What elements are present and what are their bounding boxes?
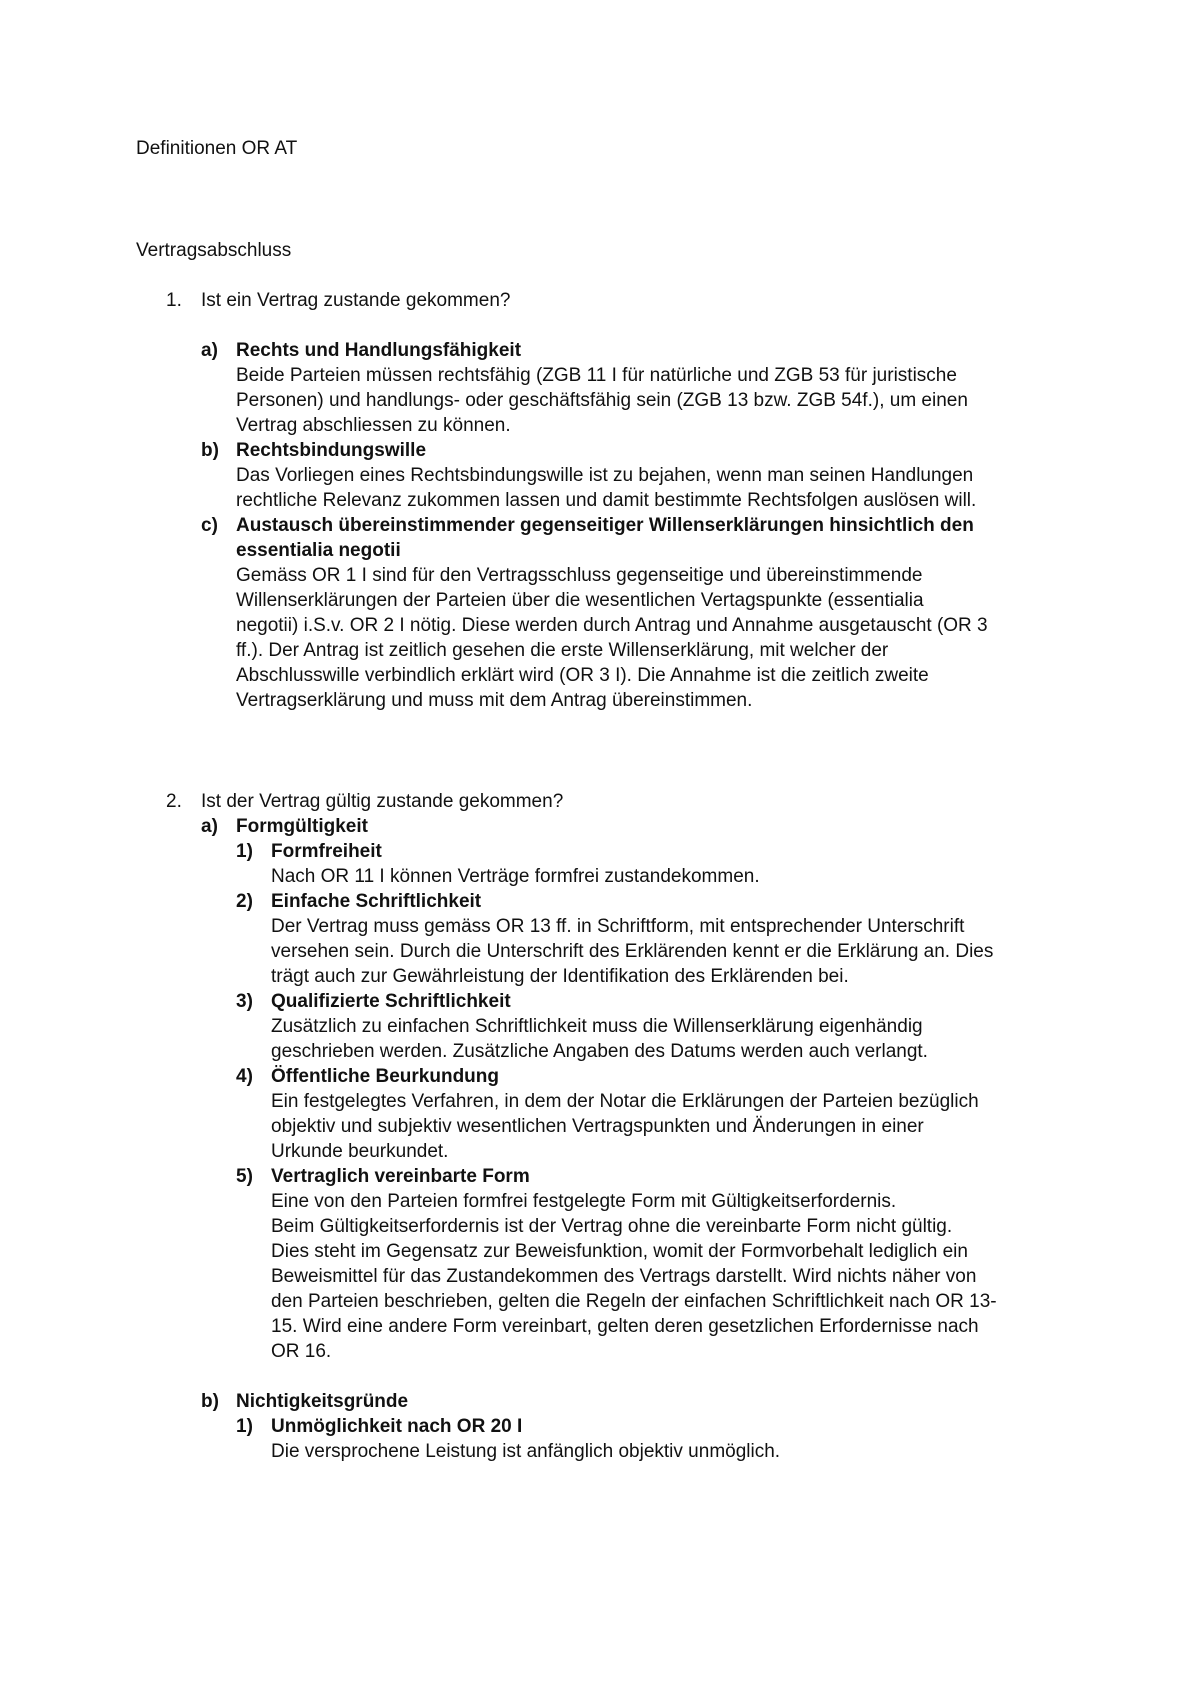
form-item-text-line: Nach OR 11 I können Verträge formfrei zustandekommen. — [271, 866, 760, 887]
form-item-text-line: Zusätzlich zu einfachen Schriftlichkeit muss die Willenserklärung eigenhändig — [271, 1016, 923, 1037]
nullity-item-marker: 1) — [236, 1416, 253, 1437]
form-item-marker: 3) — [236, 991, 253, 1012]
form-item-text-line: 15. Wird eine andere Form vereinbart, gelten deren gesetzlichen Erfordernisse nach — [271, 1316, 979, 1337]
q1-b-text-line: Das Vorliegen eines Rechtsbindungswille ist zu bejahen, wenn man seinen Handlungen — [236, 465, 974, 486]
form-item-text-line: Ein festgelegtes Verfahren, in dem der Notar die Erklärungen der Parteien bezüglich — [271, 1091, 979, 1112]
document-title: Definitionen OR AT — [136, 138, 298, 159]
form-item-text-line: Dies steht im Gegensatz zur Beweisfunktion, womit der Formvorbehalt lediglich ein — [271, 1241, 968, 1262]
form-item-text-line: versehen sein. Durch die Unterschrift des Erklärenden kennt er die Erklärung an. Dies — [271, 941, 994, 962]
q2-b-heading: Nichtigkeitsgründe — [236, 1391, 409, 1412]
q2-number: 2. — [166, 791, 182, 812]
form-item-text-line: Urkunde beurkundet. — [271, 1141, 449, 1162]
form-item-text-line: OR 16. — [271, 1341, 332, 1362]
form-item-text-line: Eine von den Parteien formfrei festgelegte Form mit Gültigkeitserfordernis. — [271, 1191, 897, 1212]
form-item-marker: 4) — [236, 1066, 253, 1087]
form-item-text-line: Der Vertrag muss gemäss OR 13 ff. in Schriftform, mit entsprechender Unterschrift — [271, 916, 965, 937]
form-item-marker: 1) — [236, 841, 253, 862]
nullity-item-text-line: Die versprochene Leistung ist anfänglich objektiv unmöglich. — [271, 1441, 781, 1462]
form-item-text-line: trägt auch zur Gewährleistung der Identifikation des Erklärenden bei. — [271, 966, 849, 987]
q1-a-heading: Rechts und Handlungsfähigkeit — [236, 340, 522, 361]
q1-title: Ist ein Vertrag zustande gekommen? — [201, 290, 511, 311]
q1-b-heading: Rechtsbindungswille — [236, 440, 427, 461]
form-item-text-line: objektiv und subjektiv wesentlichen Vertragspunkten und Änderungen in einer — [271, 1116, 924, 1137]
q1-c-heading-line: Austausch übereinstimmender gegenseitiger Willenserklärungen hinsichtlich den — [236, 515, 974, 536]
nullity-item-heading: Unmöglichkeit nach OR 20 I — [271, 1416, 523, 1437]
q1-b-text-line: rechtliche Relevanz zukommen lassen und damit bestimmte Rechtsfolgen auslösen will. — [236, 490, 977, 511]
form-item-heading: Qualifizierte Schriftlichkeit — [271, 991, 511, 1012]
form-item-text-line: Beweismittel für das Zustandekommen des Vertrags darstellt. Wird nichts näher von — [271, 1266, 977, 1287]
q1-a-text-line: Beide Parteien müssen rechtsfähig (ZGB 11 I für natürliche und ZGB 53 für juristische — [236, 365, 957, 386]
q1-c-marker: c) — [201, 515, 218, 536]
section-heading: Vertragsabschluss — [136, 240, 292, 261]
q1-c-text-line: Abschlusswille verbindlich erklärt wird (OR 3 I). Die Annahme ist die zeitlich zweite — [236, 665, 929, 686]
form-item-marker: 5) — [236, 1166, 253, 1187]
q1-c-text-line: Willenserklärungen der Parteien über die wesentlichen Vertagspunkte (essentialia — [236, 590, 924, 611]
form-item-heading: Öffentliche Beurkundung — [271, 1066, 499, 1087]
q1-b-marker: b) — [201, 440, 219, 461]
form-item-text-line: geschrieben werden. Zusätzliche Angaben des Datums werden auch verlangt. — [271, 1041, 928, 1062]
q1-number: 1. — [166, 290, 182, 311]
form-item-heading: Einfache Schriftlichkeit — [271, 891, 482, 912]
q1-c-heading-line: essentialia negotii — [236, 540, 401, 561]
form-item-heading: Formfreiheit — [271, 841, 382, 862]
form-item-marker: 2) — [236, 891, 253, 912]
q1-a-marker: a) — [201, 340, 218, 361]
q1-c-text-line: ff.). Der Antrag ist zeitlich gesehen die erste Willenserklärung, mit welcher der — [236, 640, 889, 661]
q1-c-text-line: Vertragserklärung und muss mit dem Antrag übereinstimmen. — [236, 690, 753, 711]
q2-a-heading: Formgültigkeit — [236, 816, 368, 837]
form-item-text-line: den Parteien beschrieben, gelten die Regeln der einfachen Schriftlichkeit nach OR 13- — [271, 1291, 997, 1312]
q2-title: Ist der Vertrag gültig zustande gekommen? — [201, 791, 564, 812]
q2-b-marker: b) — [201, 1391, 219, 1412]
q1-c-text-line: Gemäss OR 1 I sind für den Vertragsschluss gegenseitige und übereinstimmende — [236, 565, 923, 586]
q2-a-marker: a) — [201, 816, 218, 837]
q1-a-text-line: Vertrag abschliessen zu können. — [236, 415, 511, 436]
form-item-heading: Vertraglich vereinbarte Form — [271, 1166, 530, 1187]
q1-c-text-line: negotii) i.S.v. OR 2 I nötig. Diese werden durch Antrag und Annahme ausgetauscht (OR 3 — [236, 615, 988, 636]
form-item-text-line: Beim Gültigkeitserfordernis ist der Vertrag ohne die vereinbarte Form nicht gültig. — [271, 1216, 953, 1237]
q1-a-text-line: Personen) und handlungs- oder geschäftsfähig sein (ZGB 13 bzw. ZGB 54f.), um einen — [236, 390, 968, 411]
